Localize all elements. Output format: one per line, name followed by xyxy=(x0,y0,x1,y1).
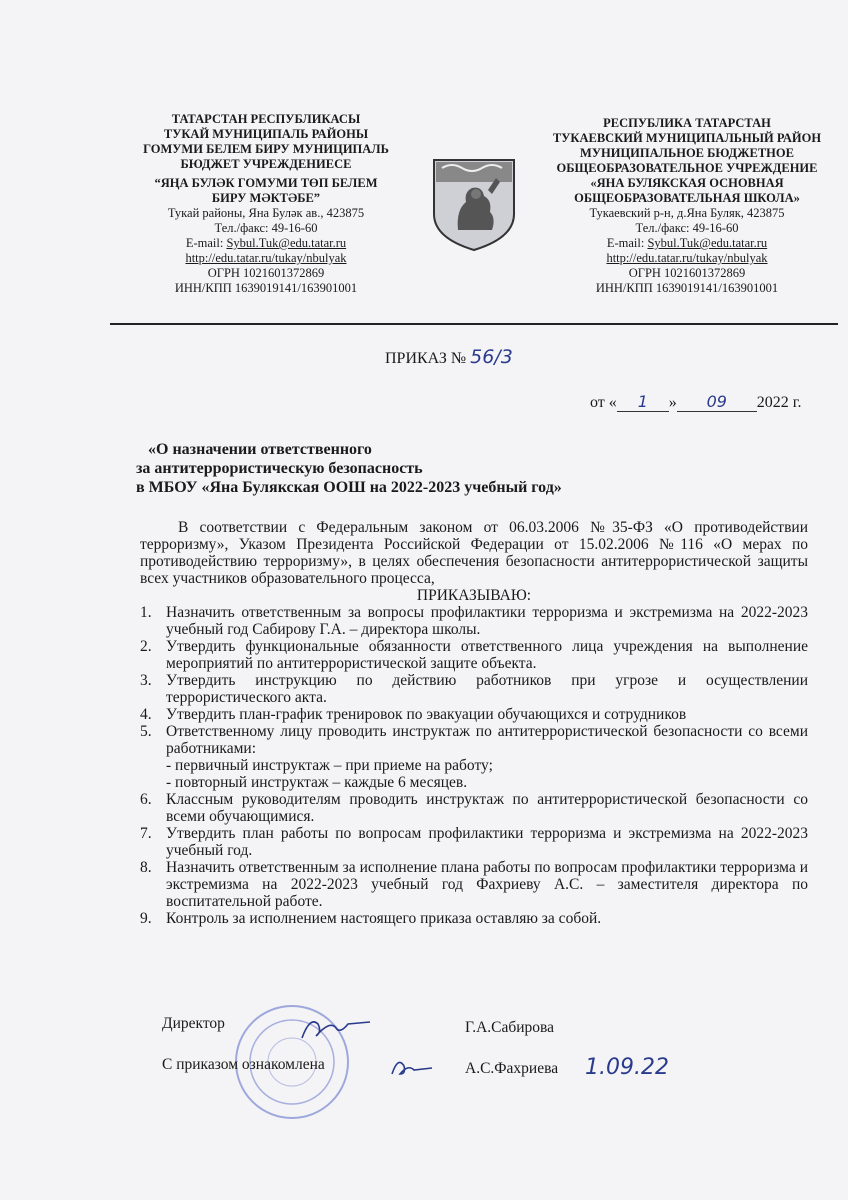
header-right-phone: Тел./факс: 49-16-60 xyxy=(635,221,739,235)
list-item xyxy=(140,604,808,638)
header-right-ogrn: ОГРН 1021601372869 xyxy=(628,266,746,280)
order-body xyxy=(140,519,808,927)
header-left-line2: ТУКАЙ МУНИЦИПАЛЬ РАЙОНЫ xyxy=(163,127,369,141)
header-left-line1: ТАТАРСТАН РЕСПУБЛИКАСЫ xyxy=(171,112,361,126)
ack-label: С приказом ознакомлена xyxy=(162,1056,325,1073)
header-right xyxy=(528,116,846,296)
director-name: Г.А.Сабирова xyxy=(465,1019,555,1036)
list-item xyxy=(140,723,808,791)
director-label: Директор xyxy=(162,1015,225,1032)
subject-line2: за антитеррористическую безопасность xyxy=(136,460,423,477)
header-left-school2: БИРУ МӘКТӘБЕ” xyxy=(211,191,321,205)
subject-line1: «О назначении ответственного xyxy=(148,441,372,458)
order-title xyxy=(385,346,513,368)
date-mid: » xyxy=(668,394,677,411)
header-divider xyxy=(110,323,838,325)
header-left-ogrn: ОГРН 1021601372869 xyxy=(207,266,325,280)
header-right-email-label: E-mail: xyxy=(606,236,648,250)
item-text: Назначить ответственным за вопросы профилактики терроризма и экстремизма на 2022-2023 учебный год Сабирову Г.А. – директора школы. xyxy=(166,604,808,638)
item-number: 2. xyxy=(140,638,152,655)
list-item xyxy=(140,910,808,927)
order-word: ПРИКАЗЫВАЮ: xyxy=(416,587,532,604)
header-left-email-label: E-mail: xyxy=(185,236,227,250)
ack-name: А.С.Фахриева xyxy=(465,1060,559,1077)
ack-date: 1.09.22 xyxy=(585,1055,669,1080)
ack-signature-icon xyxy=(388,1052,436,1082)
item-text: Ответственному лицу проводить инструктаж по антитеррористической безопасности со всеми работниками: xyxy=(166,723,808,757)
item-subline: - первичный инструктаж – при приеме на работу; xyxy=(166,757,493,774)
header-right-school1: «ЯНА БУЛЯКСКАЯ ОСНОВНАЯ xyxy=(590,176,784,190)
header-left-line3: ГОМУМИ БЕЛЕМ БИРУ МУНИЦИПАЛЬ xyxy=(143,142,389,156)
order-subject xyxy=(136,440,562,497)
item-number: 5. xyxy=(140,723,152,740)
header-left xyxy=(112,112,420,296)
item-number: 6. xyxy=(140,791,152,808)
header-left-school1: “ЯҢА БУЛӘК ГОМУМИ ТӨП БЕЛЕМ xyxy=(154,176,378,190)
item-text: Контроль за исполнением настоящего приказа оставляю за собой. xyxy=(166,910,602,927)
item-text: Назначить ответственным за исполнение плана работы по вопросам профилактики терроризма и экстремизма на 2022-2023 учебный год Фахриеву А.С. – заместителя директора по воспитательной работе. xyxy=(166,859,808,910)
list-item xyxy=(140,825,808,859)
item-number: 7. xyxy=(140,825,152,842)
item-number: 4. xyxy=(140,706,152,723)
header-right-email-line xyxy=(528,236,846,251)
header-right-address: Тукаевский р-н, д.Яна Буляк, 423875 xyxy=(589,206,785,220)
list-item xyxy=(140,706,808,723)
header-right-line4: ОБЩЕОБРАЗОВАТЕЛЬНОЕ УЧРЕЖДЕНИЕ xyxy=(556,161,818,175)
item-text: Утвердить инструкцию по действию работников при угрозе и осуществлении террористического акта. xyxy=(166,672,808,706)
order-label: ПРИКАЗ № xyxy=(385,350,467,367)
intro-paragraph: В соответствии с Федеральным законом от 06.03.2006 №35-ФЗ «О противодействии терроризму», Указом Президента Российской Федерации от 15.02.2006 №116 «О мерах по противодействию терроризму», в целях обеспечения безопасности антитеррористической защиты всех участников образовательного процесса, xyxy=(140,519,808,587)
order-date xyxy=(590,392,802,412)
coat-of-arms-icon xyxy=(430,156,518,252)
item-number: 9. xyxy=(140,910,152,927)
header-right-line1: РЕСПУБЛИКА ТАТАРСТАН xyxy=(603,116,771,130)
item-text: Утвердить функциональные обязанности ответственного лица учреждения на выполнение мероприятий по антитеррористической защите объекта. xyxy=(166,638,808,672)
order-number: 56/3 xyxy=(470,346,513,368)
header-right-site[interactable]: http://edu.tatar.ru/tukay/nbulyak xyxy=(606,251,768,265)
subject-line3: в МБОУ «Яна Булякская ООШ на 2022-2023 учебный год» xyxy=(136,479,562,496)
header-left-line4: БЮДЖЕТ УЧРЕЖДЕНИЕСЕ xyxy=(180,157,352,171)
item-number: 8. xyxy=(140,859,152,876)
item-subline: - повторный инструктаж – каждые 6 месяцев. xyxy=(166,774,468,791)
header-right-inn: ИНН/КПП 1639019141/163901001 xyxy=(595,281,779,295)
order-items xyxy=(140,604,808,927)
header-left-email[interactable]: Sybul.Tuk@edu.tatar.ru xyxy=(226,236,347,250)
item-number: 1. xyxy=(140,604,152,621)
header-right-email[interactable]: Sybul.Tuk@edu.tatar.ru xyxy=(647,236,768,250)
header-right-school2: ОБЩЕОБРАЗОВАТЕЛЬНАЯ ШКОЛА» xyxy=(574,191,800,205)
header-left-site[interactable]: http://edu.tatar.ru/tukay/nbulyak xyxy=(185,251,347,265)
header-right-line3: МУНИЦИПАЛЬНОЕ БЮДЖЕТНОЕ xyxy=(580,146,794,160)
list-item xyxy=(140,672,808,706)
item-number: 3. xyxy=(140,672,152,689)
item-text: Утвердить план-график тренировок по эвакуации обучающихся и сотрудников xyxy=(166,706,687,723)
list-item xyxy=(140,638,808,672)
header-left-address: Тукай районы, Яна Буләк ав., 423875 xyxy=(167,206,365,220)
header-left-email-line xyxy=(112,236,420,251)
director-signature-icon xyxy=(296,1010,376,1046)
list-item xyxy=(140,859,808,910)
list-item xyxy=(140,791,808,825)
date-prefix: от « xyxy=(590,394,617,411)
date-month: 09 xyxy=(677,392,757,412)
header-right-line2: ТУКАЕВСКИЙ МУНИЦИПАЛЬНЫЙ РАЙОН xyxy=(552,131,822,145)
date-day: 1 xyxy=(617,392,669,412)
item-text: Утвердить план работы по вопросам профилактики терроризма и экстремизма на 2022-2023 учебный год. xyxy=(166,825,808,859)
header-left-phone: Тел./факс: 49-16-60 xyxy=(214,221,318,235)
date-year: 2022 г. xyxy=(756,394,802,411)
item-text: Классным руководителям проводить инструктаж по антитеррористической безопасности со всеми обучающимися. xyxy=(166,791,808,825)
header-left-inn: ИНН/КПП 1639019141/163901001 xyxy=(174,281,358,295)
